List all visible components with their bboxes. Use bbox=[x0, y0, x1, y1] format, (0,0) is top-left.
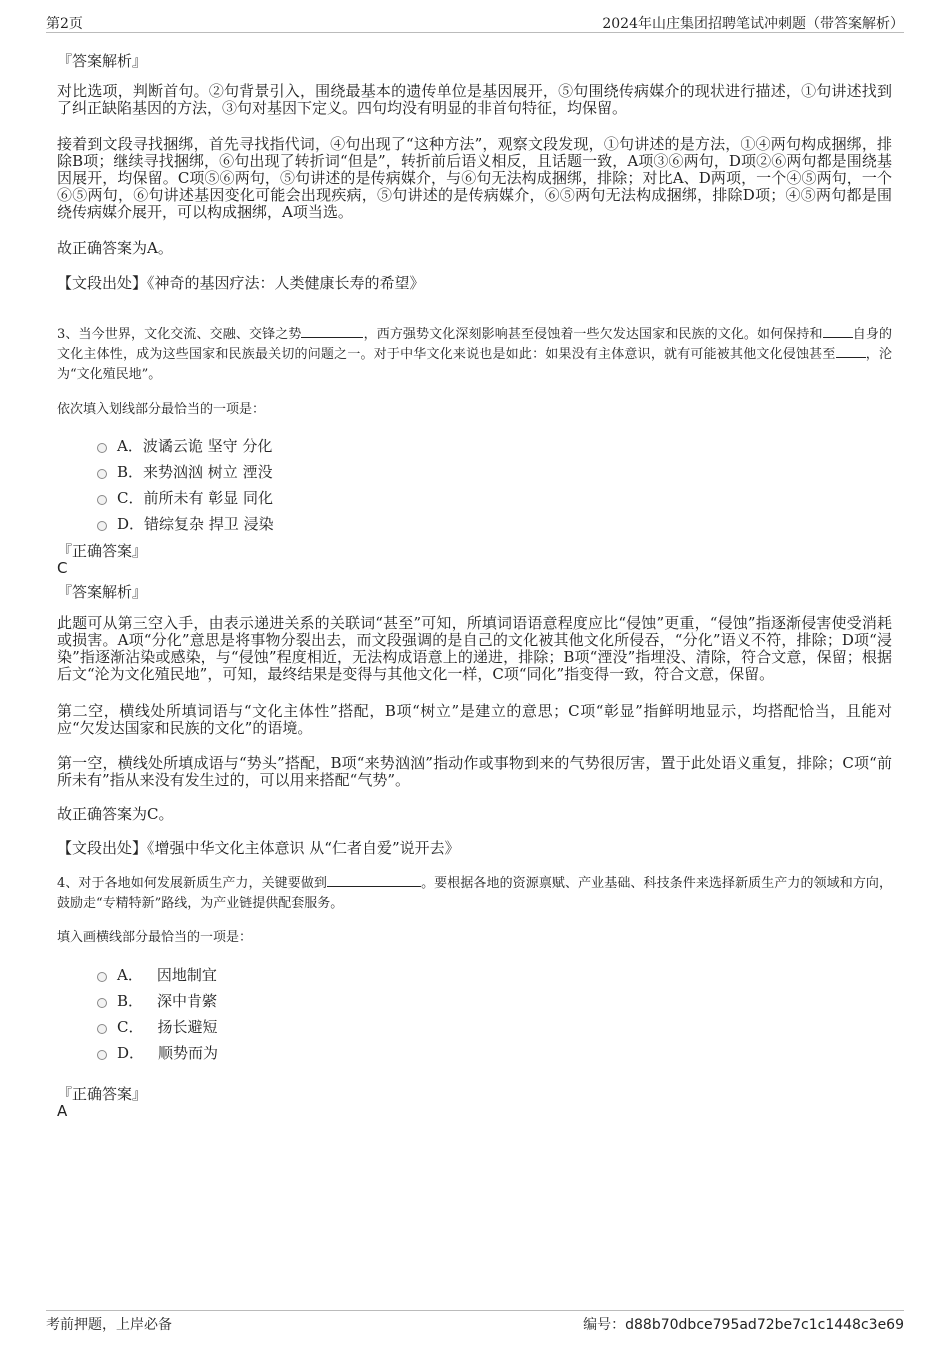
page-header bbox=[46, 12, 904, 33]
option-b[interactable]: B． 深中肯綮 bbox=[97, 990, 217, 1011]
page-number: 第2页 bbox=[46, 16, 83, 32]
option-d[interactable]: D． 顺势而为 bbox=[97, 1042, 218, 1063]
question-prompt: 填入画横线部分最恰当的一项是： bbox=[57, 930, 253, 945]
option-c[interactable]: C． 扬长避短 bbox=[97, 1016, 218, 1037]
analysis-paragraph: 此题可从第三空入手，由表示递进关系的关联词“甚至”可知，所填词语语意程度应比“侵蚀”更重，“侵蚀”指逐渐侵害使受消耗或损害。A项“分化”意思是将事物分裂出去，而文段强调的是自己的文化被其他文化所侵吞，“分化”语义不符，排除；D项“浸染”指逐渐沾染或感染，与“侵蚀”程度相近，无法构成语意上的递进，排除；B项“湮没”指埋没、清除，符合文意，保留；根据后文“沦为文化殖民地”，可知，最终结果是变得与其他文化一样，C项“同化”指变得一致，符合文意，保留。 bbox=[57, 614, 892, 683]
conclusion: 故正确答案为A。 bbox=[57, 239, 173, 257]
correct-answer: C bbox=[57, 559, 68, 577]
radio-icon[interactable] bbox=[97, 972, 107, 982]
correct-answer-marker: 『正确答案』 bbox=[57, 1085, 148, 1103]
footer-slogan: 考前押题，上岸必备 bbox=[46, 1317, 172, 1333]
conclusion: 故正确答案为C。 bbox=[57, 805, 174, 823]
fill-blank bbox=[836, 345, 866, 358]
radio-icon[interactable] bbox=[97, 495, 107, 505]
analysis-marker: 『答案解析』 bbox=[57, 583, 148, 601]
radio-icon[interactable] bbox=[97, 443, 107, 453]
fill-blank bbox=[301, 325, 363, 338]
correct-answer-marker: 『正确答案』 bbox=[57, 542, 148, 560]
radio-icon[interactable] bbox=[97, 521, 107, 531]
radio-icon[interactable] bbox=[97, 1050, 107, 1060]
analysis-marker: 『答案解析』 bbox=[57, 52, 148, 70]
question-3-stem: 3、当今世界，文化交流、交融、交锋之势 ，西方强势文化深刻影响甚至侵蚀着一些欠发达国家和民族的文化。如何保持和 自身的文化主体性，成为这些国家和民族最关切的问题之一。对于中华文化来说也是如此：如果没有主体意识，就有可能被其他文化侵蚀甚至 ，沦为“文化殖民地”。 bbox=[57, 327, 892, 382]
radio-icon[interactable] bbox=[97, 1024, 107, 1034]
analysis-paragraph: 第二空，横线处所填词语与“文化主体性”搭配，B项“树立”是建立的意思；C项“彰显”指鲜明地显示，均搭配恰当，且能对应“欠发达国家和民族的文化”的语境。 bbox=[57, 702, 892, 737]
fill-blank bbox=[823, 325, 853, 338]
fill-blank bbox=[327, 874, 421, 887]
option-a[interactable]: A．波谲云诡 坚守 分化 bbox=[97, 435, 272, 456]
question-prompt: 依次填入划线部分最恰当的一项是： bbox=[57, 402, 266, 417]
radio-icon[interactable] bbox=[97, 469, 107, 479]
option-c[interactable]: C．前所未有 彰显 同化 bbox=[97, 487, 273, 508]
document-code: 编号：d88b70dbce795ad72be7c1c1448c3e69 bbox=[583, 1317, 904, 1333]
analysis-paragraph: 接着到文段寻找捆绑，首先寻找指代词，④句出现了“这种方法”，观察文段发现，①句讲述的是方法，①④两句构成捆绑，排除B项；继续寻找捆绑，⑥句出现了转折词“但是”，转折前后语义相反，且话题一致，A项③⑥两句，D项②⑥两句都是围绕基因展开，均保留。C项⑤⑥两句，⑤句讲述的是传病媒介，与⑥句无法构成捆绑，排除；对比A、D两项，一个④⑤两句，一个⑥⑤两句，⑥句讲述基因变化可能会出现疾病，⑤句讲述的是传病媒介，⑥⑤两句无法构成捆绑，排除D项；④⑤两句都是围绕传病媒介展开，可以构成捆绑，A项当选。 bbox=[57, 135, 892, 221]
option-b[interactable]: B．来势汹汹 树立 湮没 bbox=[97, 461, 273, 482]
option-a[interactable]: A． 因地制宜 bbox=[97, 964, 217, 985]
source-citation: 【文段出处】《神奇的基因疗法：人类健康长寿的希望》 bbox=[57, 274, 425, 292]
question-4-stem: 4、对于各地如何发展新质生产力，关键要做到 。要根据各地的资源禀赋、产业基础、科技条件来选择新质生产力的领域和方向，鼓励走“专精特新”路线，为产业链提供配套服务。 bbox=[57, 876, 892, 911]
analysis-paragraph: 对比选项，判断首句。②句背景引入，围绕最基本的遗传单位是基因展开，⑤句围绕传病媒介的现状进行描述，①句讲述找到了纠正缺陷基因的方法，③句对基因下定义。四句均没有明显的非首句特征，均保留。 bbox=[57, 82, 892, 117]
analysis-paragraph: 第一空，横线处所填成语与“势头”搭配，B项“来势汹汹”指动作或事物到来的气势很厉害，置于此处语义重复，排除；C项“前所未有”指从来没有发生过的，可以用来搭配“气势”。 bbox=[57, 754, 892, 789]
page-footer bbox=[46, 1310, 904, 1333]
option-d[interactable]: D．错综复杂 捍卫 浸染 bbox=[97, 513, 274, 534]
radio-icon[interactable] bbox=[97, 998, 107, 1008]
source-citation: 【文段出处】《增强中华文化主体意识 从“仁者自爱”说开去》 bbox=[57, 839, 460, 857]
document-title: 2024年山庄集团招聘笔试冲刺题（带答案解析） bbox=[602, 16, 904, 32]
correct-answer: A bbox=[57, 1102, 68, 1120]
